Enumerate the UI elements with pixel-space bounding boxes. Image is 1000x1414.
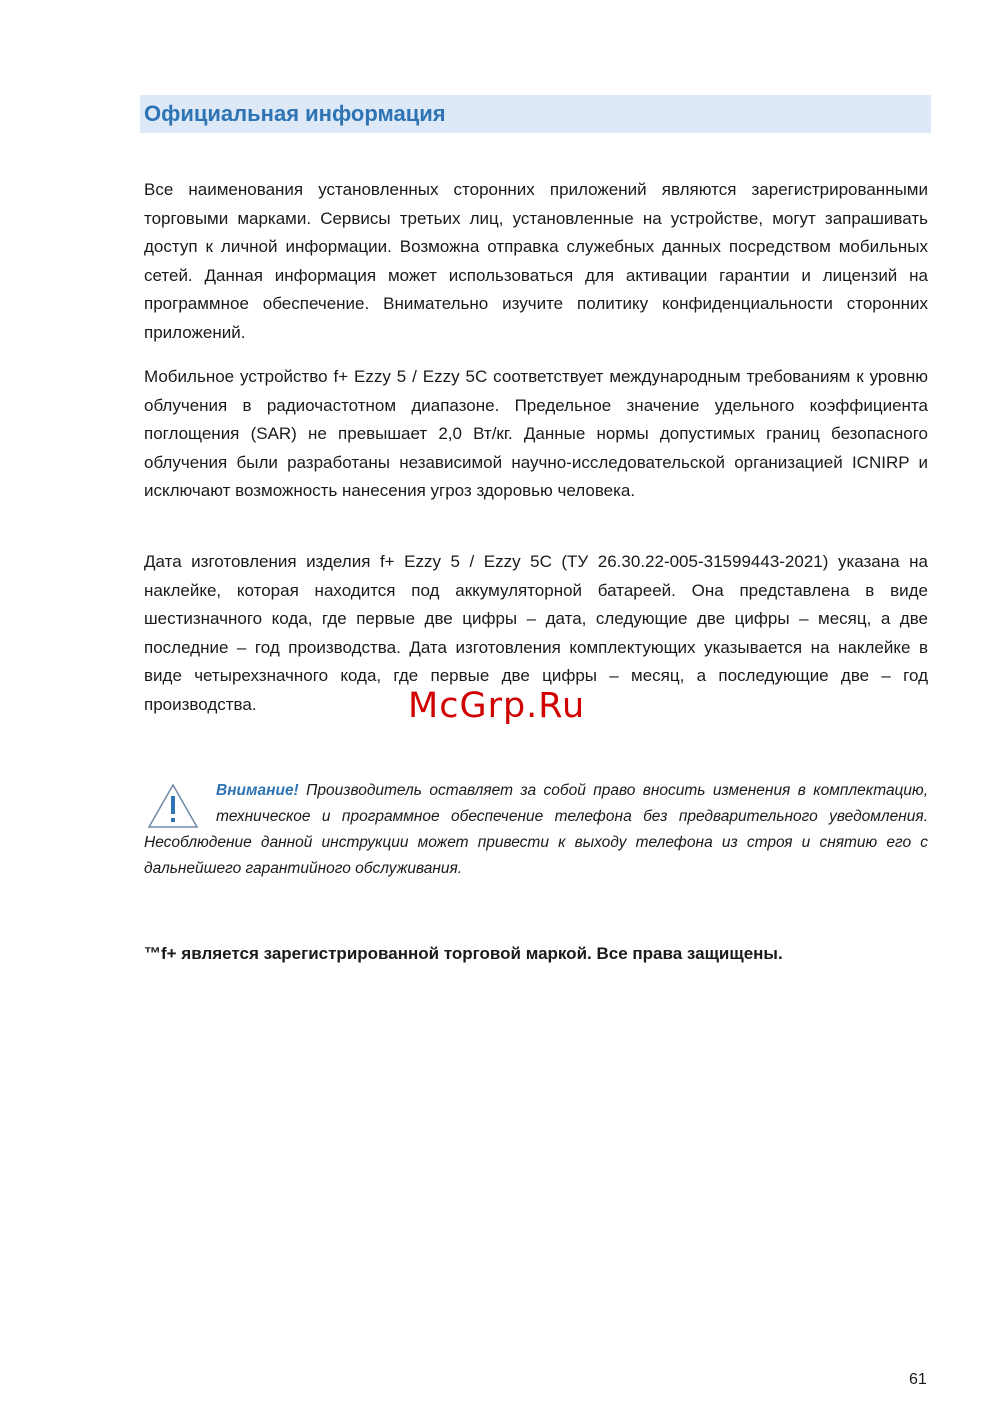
page-number: 61 <box>909 1371 927 1388</box>
trademark-notice: ™f+ является зарегистрированной торговой маркой. Все права защищены. <box>144 944 783 963</box>
watermark: McGrp.Ru <box>408 686 586 726</box>
paragraph-third-party-apps: Все наименования установленных сторонних приложений являются зарегистрированными торговыми марками. Сервисы третьих лиц, установленные на устройстве, могут запрашивать доступ к личной информации. Возможна отправка служебных данных посредством мобильных сетей. Данная информация может использоваться для активации гарантии и лицензий на программное обеспечение. Внимательно изучите политику конфиденциальности сторонних приложений. <box>144 180 928 342</box>
page-title: Официальная информация <box>144 101 446 126</box>
paragraph-manufacture-date: Дата изготовления изделия f+ Ezzy 5 / Ezzy 5C (ТУ 26.30.22-005-31599443-2021) указана на наклейке, которая находится под аккумуляторной батареей. Она представлена в виде шестизначного кода, где первые две цифры – дата, следующие две цифры – месяц, а две последние – год производства. Дата изготовления комплектующих указывается на наклейке в виде четырехзначного кода, где первые две цифры – месяц, а последующие две – год производства. <box>144 552 928 714</box>
warning-notice <box>144 778 928 882</box>
warning-label: Внимание! <box>216 782 299 799</box>
icon-spacer <box>144 778 216 826</box>
section-header <box>140 95 931 133</box>
warning-text: Производитель оставляет за собой право вносить изменения в комплектацию, техническое и программное обеспечение телефона без предварительного уведомления. Несоблюдение данной инструкции может привести к выходу телефона из строя и снятию его с дальнейшего гарантийного обслуживания. <box>144 782 929 877</box>
paragraph-sar-info: Мобильное устройство f+ Ezzy 5 / Ezzy 5C соответствует международным требованиям к уровню облучения в радиочастотном диапазоне. Предельное значение удельного коэффициента поглощения (SAR) не превышает 2,0 Вт/кг. Данные нормы допустимых границ безопасного облучения были разработаны независимой научно-исследовательской организацией ICNIRP и исключают возможность нанесения угроз здоровью человека. <box>144 367 928 500</box>
